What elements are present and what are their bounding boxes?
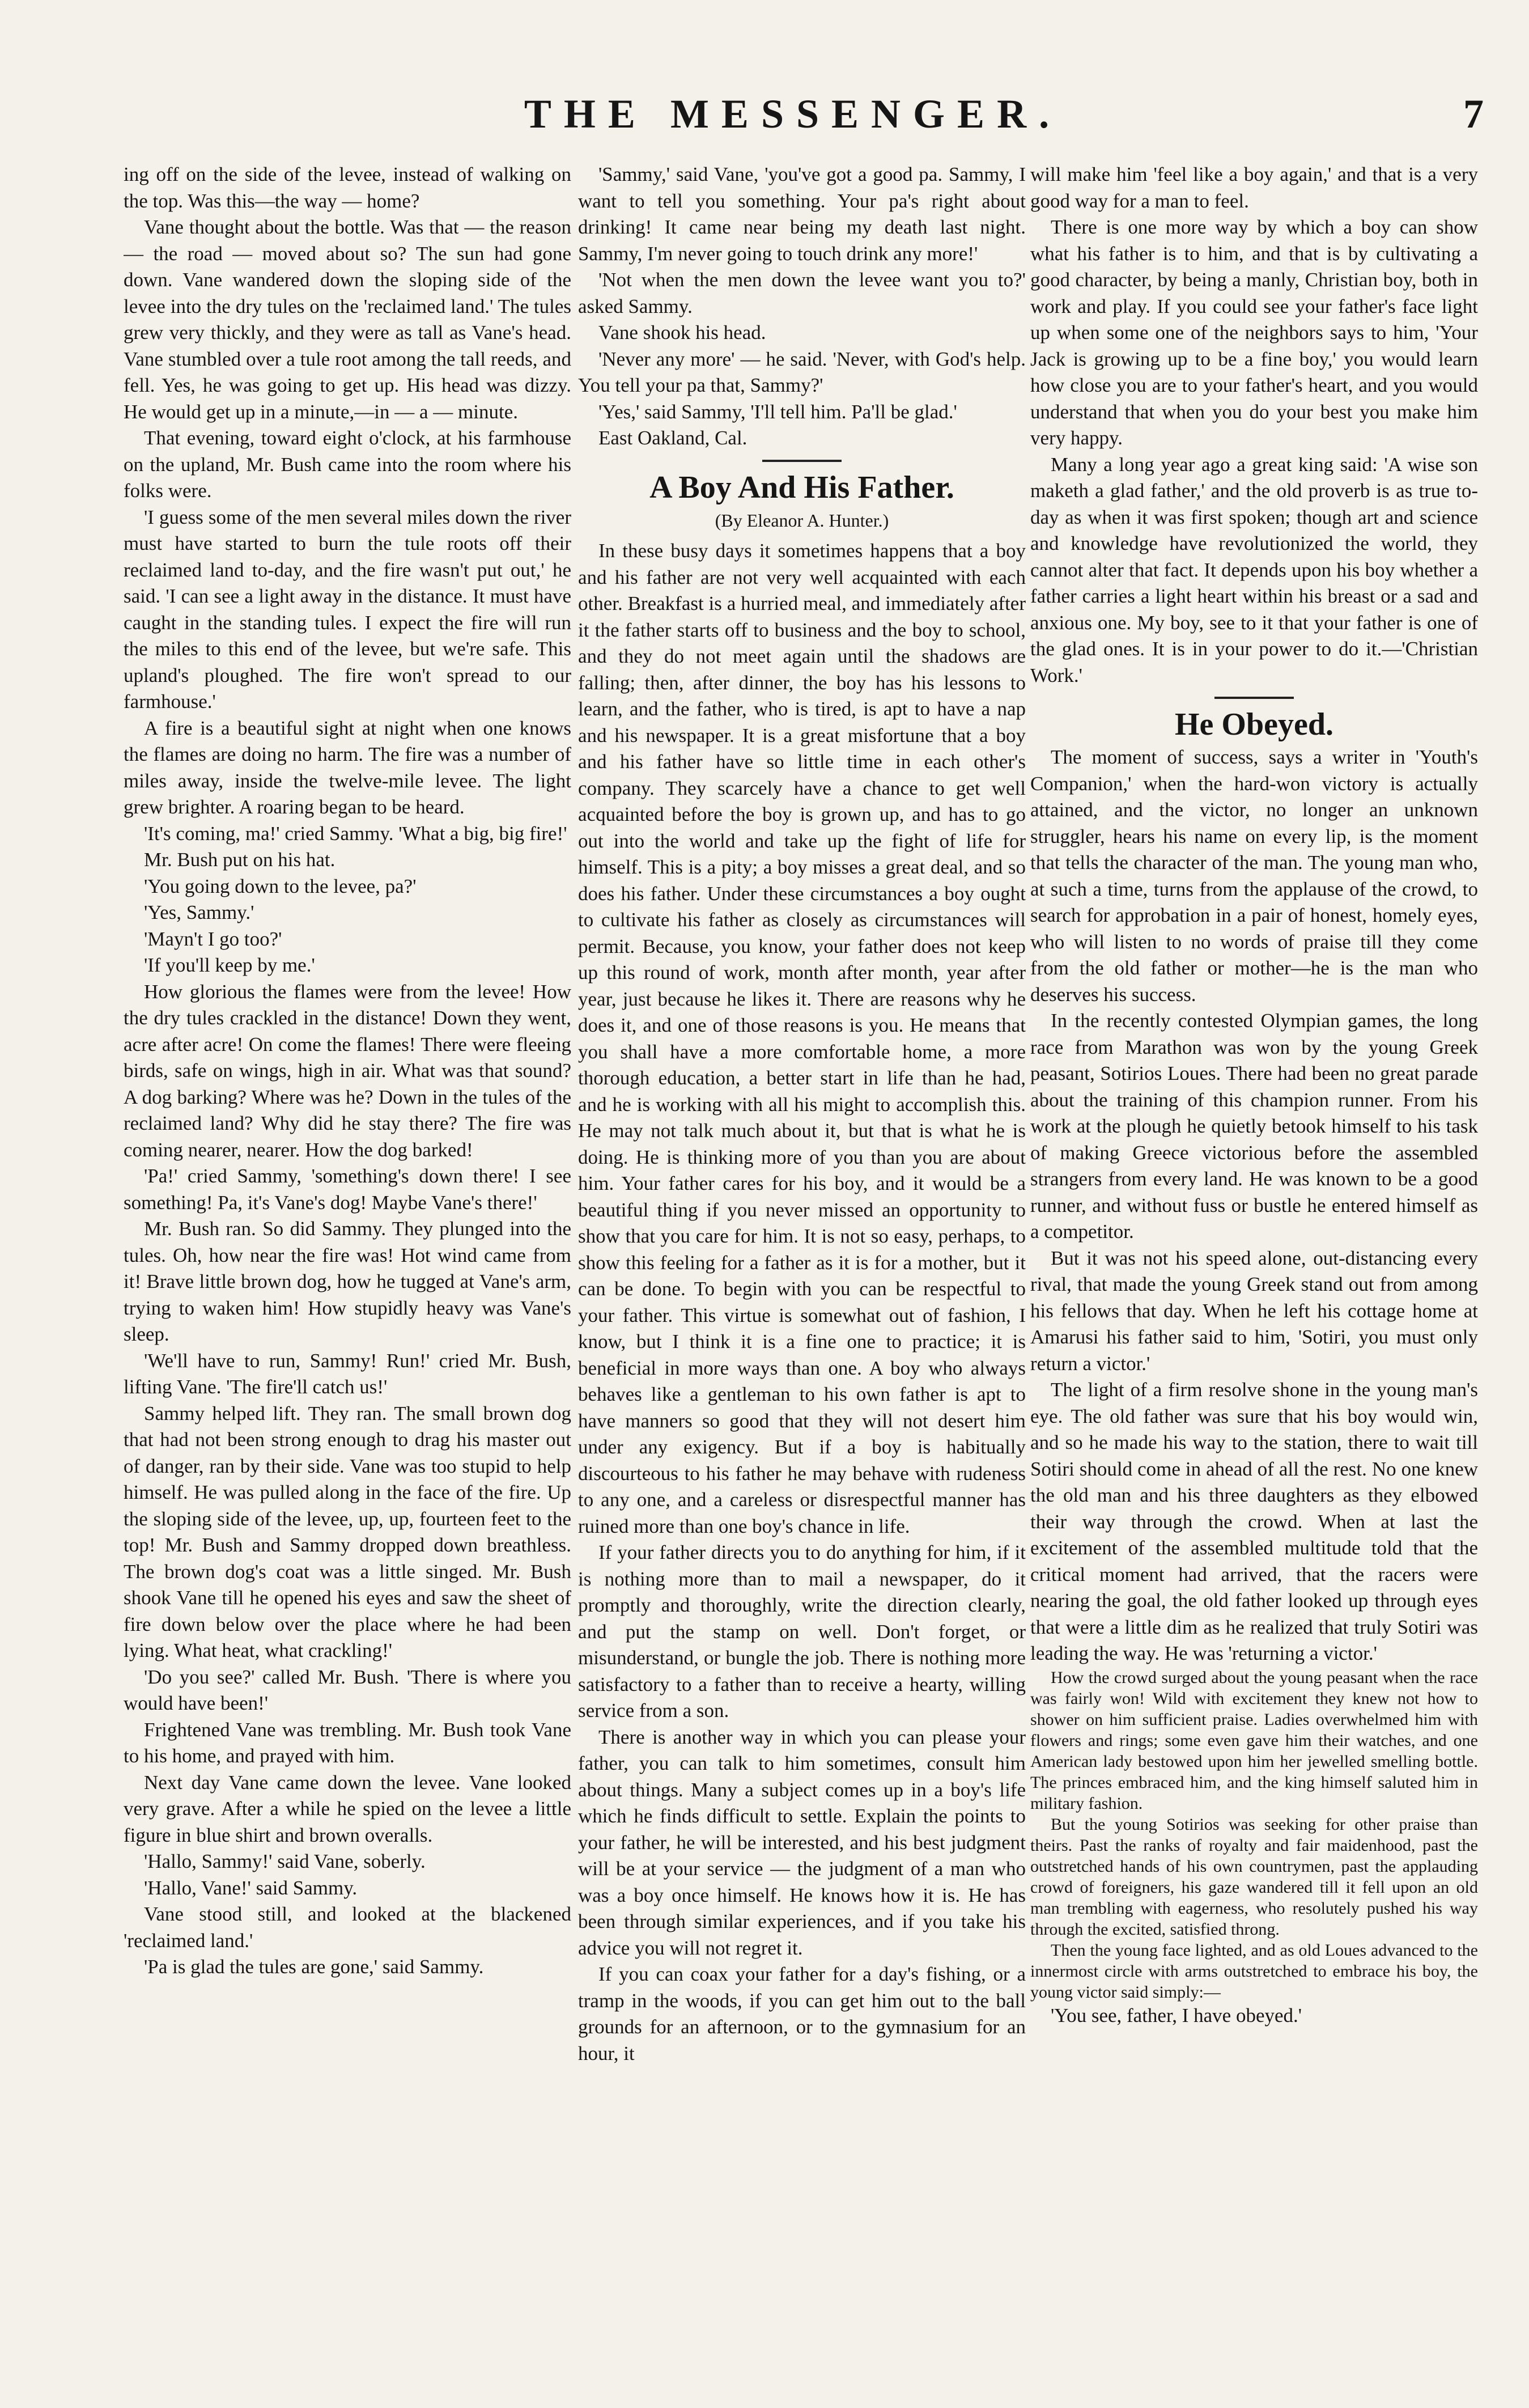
paragraph: Vane shook his head. (598, 321, 766, 344)
section-divider (1214, 697, 1294, 699)
paragraph: Many a long year ago a great king said: 'A wise son maketh a glad father,' and the old proverb is as true to-day as when it was first spoken; though art and science and knowledge have revolutionized the world, they cannot alter that fact. It depends upon his boy whether a father carries a light heart within his breast or a sad and anxious one. My boy, see to it that your father is one of the glad ones. It is in your power to do it.—'Christian Work.' (1030, 453, 1478, 686)
paragraph: Then the young face lighted, and as old Loues advanced to the innermost circle with arms outstretched to embrace his boy, the young victor said simply:— (1030, 1940, 1478, 2002)
paragraph: 'Sammy,' said Vane, 'you've got a good pa. Sammy, I want to tell you something. Your pa's right about drinking! It came near being my death last night. Sammy, I'm never going to touch drink any more!' (578, 163, 1026, 265)
article-headline: A Boy And His Father. (649, 469, 954, 505)
paragraph: There is one more way by which a boy can show what his father is to him, and that is by cultivating a good character, by being a manly, Christian boy, both in work and play. If you could see your father's face light up when some one of the neighbors says to him, 'Your Jack is growing up to be a fine boy,' you would learn how close you are to your father's heart, and you would understand that when you do your best you make him very happy. (1030, 216, 1478, 449)
paragraph: The moment of success, says a writer in 'Youth's Companion,' when the hard-won victory is actually attained, and the victor, no longer an unknown struggler, hears his name on every lip, is the moment that tells the character of the man. The young man who, at such a time, turns from the applause of the crowd, to search for approbation in a pair of honest, homely eyes, who will listen to no words of praise till they come from the old father or mother—he is the man who deserves his success. (1030, 746, 1478, 1006)
paragraph: Next day Vane came down the levee. Vane looked very grave. After a while he spied on the levee a little figure in blue shirt and brown overalls. (124, 1771, 571, 1846)
paragraph: But it was not his speed alone, out-distancing every rival, that made the young Greek stand out from among his fellows that day. When he left his cottage home at Amarusi his father said to him, 'Sotiri, you must only return a victor.' (1030, 1247, 1478, 1375)
paragraph: Mr. Bush ran. So did Sammy. They plunged into the tules. Oh, how near the fire was! Hot wind came from it! Brave little brown dog, how he tugged at Vane's arm, trying to waken him! How stupidly heavy was Vane's sleep. (124, 1218, 571, 1345)
paragraph: 'Not when the men down the levee want you to?' asked Sammy. (578, 269, 1026, 317)
paragraph: There is another way in which you can please your father, you can talk to him sometimes, consult him about things. Many a subject comes up in a boy's life which he finds difficult to settle. Explain the points to your father, he will be interested, and his best judgment will be at your service — the judgment of a man who was a boy once himself. He knows how it is. He has been through similar experiences, and if you take his advice you will not regret it. (578, 1726, 1026, 1959)
section-divider (762, 460, 842, 462)
paragraph: 'Yes,' said Sammy, 'I'll tell him. Pa'll be glad.' (598, 400, 957, 423)
paragraph: 'Hallo, Vane!' said Sammy. (144, 1876, 358, 1899)
column-3 (1030, 162, 1478, 2372)
paragraph: 'Mayn't I go too?' (144, 927, 282, 950)
paragraph: 'If you'll keep by me.' (144, 954, 315, 976)
paragraph: 'I guess some of the men several miles down the river must have started to burn the tule roots off their reclaimed land to-day, and the fire wasn't put out,' he said. 'I can see a light away in the distance. It must have caught in the standing tules. I expect the fire will run the miles to this end of the levee, but we're safe. This upland's ploughed. The fire won't spread to our farmhouse.' (124, 506, 571, 713)
paragraph: 'You see, father, I have obeyed.' (1051, 2004, 1302, 2027)
paragraph: That evening, toward eight o'clock, at his farmhouse on the upland, Mr. Bush came into the room where his folks were. (124, 427, 571, 502)
column-2 (578, 162, 1026, 2372)
paragraph: A fire is a beautiful sight at night when one knows the flames are doing no harm. The fire was a number of miles away, inside the twelve-mile levee. The light grew brighter. A roaring began to be heard. (124, 717, 571, 818)
paragraph: How the crowd surged about the young peasant when the race was fairly won! Wild with excitement they knew not how to shower on him sufficient praise. Ladies overwhelmed him with flowers and rings; some even gave him their watches, and one American lady bestowed upon him her jewelled smelling bottle. The princes embraced him, and the king himself saluted him in military fashion. (1030, 1668, 1478, 1813)
paragraph: ing off on the side of the levee, instead of walking on the top. Was this—the way — home? (124, 163, 571, 212)
paragraph: Vane stood still, and looked at the blackened 'reclaimed land.' (124, 1903, 571, 1952)
column-1 (124, 162, 571, 2372)
paragraph: Mr. Bush put on his hat. (144, 849, 335, 871)
paragraph: Vane thought about the bottle. Was that — the reason — the road — moved about so? The sun had gone down. Vane wandered down the sloping side of the levee into the dry tules on the 'reclaimed land.' The tules grew very thickly, and they were as tall as Vane's head. Vane stumbled over a tule root among the tall reeds, and fell. Yes, he was going to get up. His head was dizzy. He would get up in a minute,—in — a — minute. (124, 216, 571, 423)
paragraph: If you can coax your father for a day's fishing, or a tramp in the woods, if you can get him out to the ball grounds for an afternoon, or to the gymnasium for an hour, it (578, 1963, 1026, 2064)
paragraph: 'Hallo, Sammy!' said Vane, soberly. (144, 1850, 426, 1872)
paragraph: 'Pa!' cried Sammy, 'something's down there! I see something! Pa, it's Vane's dog! Maybe Vane's there!' (124, 1165, 571, 1214)
paragraph: The light of a firm resolve shone in the young man's eye. The old father was sure that his boy would win, and so he made his way to the station, there to wait till Sotiri should come in ahead of all the rest. No one knew the old man and his three daughters as they elbowed their way through the crowd. When at last the excitement of the assembled multitude told that the critical moment had arrived, that the racers were nearing the goal, the old father looked up through eyes that were a little dim as he realized that truly Sotiri was leading the way. He was 'returning a victor.' (1030, 1379, 1478, 1664)
paragraph: In the recently contested Olympian games, the long race from Marathon was won by the young Greek peasant, Sotirios Loues. There had been no great parade about the training of this champion runner. From his work at the plough he quietly betook himself to his task of making Greece victorious before the assembled strangers from every land. He was known to be a good runner, and without fuss or bustle he entered himself as a competitor. (1030, 1010, 1478, 1243)
publication-title: THE MESSENGER. (524, 91, 1062, 137)
masthead (91, 91, 1495, 147)
paragraph: Sammy helped lift. They ran. The small brown dog that had not been strong enough to drag his master out of danger, ran by their side. Vane was too stupid to help himself. He was pulled along in the face of the fire. Up the sloping side of the levee, up, up, fourteen feet to the top! Mr. Bush and Sammy dropped down breathless. The brown dog's coat was a little singed. Mr. Bush shook Vane till he opened his eyes and saw the sheet of fire down below over the place where he had been lying. What heat, what crackling!' (124, 1402, 571, 1661)
paragraph: 'Yes, Sammy.' (144, 901, 254, 923)
paragraph: 'It's coming, ma!' cried Sammy. 'What a big, big fire!' (144, 822, 567, 845)
paragraph: 'Do you see?' called Mr. Bush. 'There is where you would have been!' (124, 1665, 571, 1714)
paragraph: 'Never any more' — he said. 'Never, with God's help. You tell your pa that, Sammy?' (578, 347, 1026, 396)
paragraph: How glorious the flames were from the levee! How the dry tules crackled in the distance! Down they went, acre after acre! On come the flames! There were fleeing birds, safe on wings, high in air. What was that sound? A dog barking? Where was he? Down in the tules of the reclaimed land? Why did he stay there? The fire was coming nearer, nearer. How the dog barked! (124, 980, 571, 1161)
story-signoff: East Oakland, Cal. (598, 427, 747, 449)
article-byline: (By Eleanor A. Hunter.) (715, 510, 889, 531)
paragraph: 'Pa is glad the tules are gone,' said Sammy. (144, 1956, 484, 1978)
paragraph: 'We'll have to run, Sammy! Run!' cried Mr. Bush, lifting Vane. 'The fire'll catch us!' (124, 1349, 571, 1398)
paragraph: But the young Sotirios was seeking for other praise than theirs. Past the ranks of royalty and fair maidenhood, past the outstretched hands of his own countrymen, past the applauding crowd of foreigners, his gaze wandered till it fell upon an old man trembling with eagerness, who resolutely pushed his way through the excited, satisfied throng. (1030, 1815, 1478, 1939)
paragraph: Frightened Vane was trembling. Mr. Bush took Vane to his home, and prayed with him. (124, 1718, 571, 1767)
paragraph: In these busy days it sometimes happens that a boy and his father are not very well acquainted with each other. Breakfast is a hurried meal, and immediately after it the father starts off to business and the boy to school, and they do not meet again until the shadows are falling; then, after dinner, the boy has his lessons to learn, and the father, who is tired, is apt to have a nap and his newspaper. It is a great misfortune that a boy and his father have so little time in each other's company. They scarcely have a chance to get well acquainted before the boy is grown up, and has to go out into the world and take up the fight of life for himself. This is a pity; a boy misses a great deal, and so does his father. Under these circumstances a boy ought to cultivate his father as closely as circumstances will permit. Because, you know, your father does not keep up this round of work, month after month, year after year, just because he likes it. There are reasons why he does it, and one of those reasons is you. He means that you shall have a more comfortable home, a more thorough education, a better start in life than he had, and he is working with all his might to accomplish this. He may not talk much about it, but that is what he is doing. He is thinking more of you than you are about him. Your father cares for his boy, and it would be a beautiful thing if you never missed an opportunity to show that you care for him. It is not so easy, perhaps, to show this feeling for a father as it is for a mother, but it can be done. To begin with you can be respectful to your father. This virtue is somewhat out of fashion, I know, but I think it is a fine one to practice; it is beneficial in more ways than one. A boy who always behaves like a gentleman to his own father is apt to have manners so good that they will not desert him under any exigency. But if a boy is habitually discourteous to his father he may behave with rudeness to any one, and a careless or disrespectful manner has ruined more than one boy's chance in life. (578, 540, 1026, 1537)
paragraph: will make him 'feel like a boy again,' and that is a very good way for a man to feel. (1030, 163, 1478, 212)
paragraph: 'You going down to the levee, pa?' (144, 875, 417, 897)
article-headline: He Obeyed. (1175, 707, 1333, 742)
paragraph: If your father directs you to do anything for him, if it is nothing more than to mail a newspaper, do it promptly and thoroughly, write the direction clearly, and put the stamp on well. Don't forget, or misunderstand, or bungle the job. There is nothing more satisfactory to a father than to receive a hearty, willing service from a son. (578, 1541, 1026, 1722)
page-number: 7 (1463, 91, 1484, 137)
